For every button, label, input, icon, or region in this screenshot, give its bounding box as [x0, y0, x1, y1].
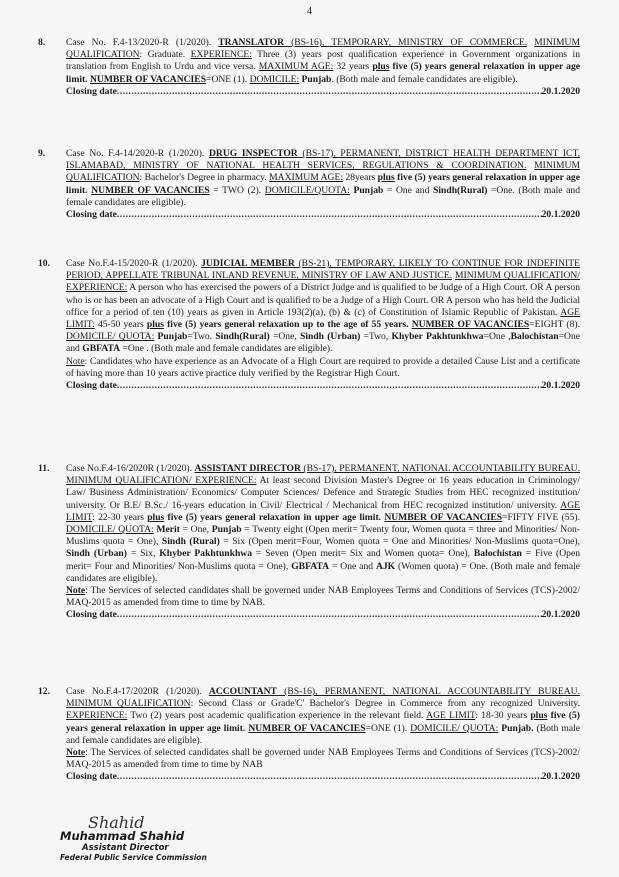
domicile-part: = Five (Open merit= Four and Minorities/ Non-Muslims quota = One),	[66, 548, 580, 572]
vacancies-label: NUMBER OF VACANCIES	[384, 511, 503, 523]
case-number: 12.	[38, 686, 50, 697]
vacancies-text: = TWO (2).	[209, 184, 262, 196]
age-label: AGE LIMIT	[426, 710, 476, 722]
handwritten-signature: Shahid	[88, 813, 145, 832]
vacancies-label: NUMBER OF VACANCIES	[248, 722, 366, 734]
age-label: MAXIMUM AGE:	[258, 61, 334, 73]
domicile-punjab: Punjab	[353, 184, 384, 196]
domicile-label: DOMICILE/ QUOTA:	[66, 524, 154, 536]
signatory-organization: Federal Public Service Commission	[60, 853, 207, 862]
domicile-text: (Both male and female candidates are eligible).	[66, 722, 581, 746]
post-details: (BS-16), PERMANENT, NATIONAL ACCOUNTABILITY BUREAU.	[276, 686, 580, 697]
case-reference: Case No.F.4-15/2020-R (1/2020).	[66, 258, 198, 269]
qualification-text: At least second Division Master's Degree or 16 years education in Criminology/ Law/ Business Administration/ Economics/ Computer Sciences/ Defence and Strategic Studies from HEC recognized institution/ university. Or B.E/ B.Sc./ 16-years education in Civil/ Electrical / Mechanical from HEC recognized institution/ university.	[66, 475, 580, 511]
note-text: : Candidates who have experience as an Advocate of a High Court are required to provide a detailed Cause List and a certificate of having more than 10 years active practice duly verified by the Registrar High Court.	[66, 355, 580, 379]
signatory-title: Assistant Director	[82, 843, 169, 853]
domicile-label: DOMICILE/ QUOTA:	[66, 331, 155, 343]
domicile-gbfata: GBFATA	[291, 560, 330, 572]
domicile-part: = Six (Open merit=Four, Women quota = One and Minorities/ Non-Muslims quota=One),	[219, 536, 581, 548]
closing-date-value: 20.1.2020	[541, 609, 580, 621]
age-plus: plus	[377, 172, 395, 184]
post-title: ACCOUNTANT	[208, 686, 277, 697]
post-title: JUDICIAL MEMBER	[201, 258, 295, 269]
case-number: 8.	[38, 37, 46, 48]
closing-date-label: Closing date	[66, 85, 117, 97]
domicile-part: =Two.	[187, 331, 216, 343]
closing-date-value: 20.1.2020	[541, 771, 580, 783]
age-label: MAXIMUM AGE:	[269, 172, 343, 184]
domicile-sindh-urban: Sindh (Urban)	[66, 548, 127, 560]
age-text: 45-50 years	[94, 319, 147, 331]
qualification-label: MINIMUM QUALIFICATION	[66, 37, 580, 61]
note-label: Note	[66, 585, 86, 597]
post-details: (BS-17), PERMANENT, NATIONAL ACCOUNTABILITY BUREAU.	[300, 463, 581, 474]
domicile-sindh-rural: Sindh(Rural)	[215, 331, 270, 343]
domicile-text: . (Both male and female candidates are eligible).	[331, 73, 518, 85]
age-plus: plus	[372, 61, 390, 73]
domicile-sindh-urban: Sindh (Urban)	[299, 331, 361, 343]
case-reference: Case No. F.4-13/2020-R (1/2020).	[66, 37, 212, 48]
leader-dots	[117, 380, 542, 392]
domicile-part: = Seven (Open merit= Six and Women quota= One),	[252, 548, 474, 560]
age-label: AGE LIMIT	[66, 499, 581, 523]
domicile-ajk: AJK	[375, 560, 396, 572]
vacancies-text: =EIGHT (8).	[529, 319, 580, 331]
domicile-punjab: Punjab	[211, 524, 242, 536]
domicile-part: =One,	[269, 331, 300, 343]
closing-date-line	[66, 209, 580, 221]
age-relaxation: five (5) years general relaxation in upper age limit.	[66, 172, 580, 196]
age-relaxation: five (5) years general relaxation in upper age limit.	[66, 61, 581, 85]
closing-date-label: Closing date	[66, 209, 117, 221]
age-text: : 22-30 years	[92, 511, 148, 523]
closing-date-label: Closing date	[66, 609, 117, 621]
closing-date-line	[66, 380, 580, 392]
post-title: DRUG INSPECTOR	[208, 148, 298, 159]
domicile-balochistan: Balochistan	[473, 548, 522, 560]
qualification-label: MINIMUM QUALIFICATION/ EXPERIENCE:	[66, 475, 257, 487]
qualification-text: : Second Class or Grade'C' Bachelor's Degree in Commerce from any recognized University.	[190, 698, 580, 710]
experience-text: Three (3) years post qualification experience in Government organizations in translation from English to Urdu and vice versa.	[66, 49, 581, 73]
leader-dots	[117, 609, 542, 621]
domicile-kp: Khyber Pakhtunkhwa	[159, 548, 253, 560]
case-reference: Case No.F.4-17/2020R (1/2020).	[66, 686, 202, 697]
domicile-merit: Merit	[156, 524, 180, 536]
closing-date-line	[66, 86, 580, 98]
note-text: : The Services of selected candidates shall be governed under NAB Employees Terms and Conditions of Services (TCS)-2002/ MAQ-2015 as amended from time to time by NAB.	[66, 585, 580, 609]
domicile-label: DOMICILE:	[249, 73, 300, 85]
age-plus: plus	[530, 710, 548, 722]
vacancies-label: NUMBER OF VACANCIES	[411, 319, 530, 331]
closing-date-label: Closing date	[66, 771, 117, 783]
closing-date-line	[66, 771, 580, 783]
vacancies-text: =FIFTY FIVE (55).	[502, 511, 580, 523]
page-number: 4	[307, 6, 312, 17]
domicile-part: = Six,	[126, 548, 160, 560]
signatory-name: Muhammad Shahid	[60, 829, 185, 843]
qualification-label: MINIMUM QUALIFICATION	[66, 160, 580, 184]
domicile-part: =One . (Both male and female candidates are eligible).	[120, 343, 333, 355]
age-plus: plus	[147, 511, 165, 523]
domicile-part: =One ,	[483, 331, 511, 343]
age-relaxation: five (5) years general relaxation in upper age limit.	[66, 710, 580, 734]
leader-dots	[117, 86, 542, 98]
note-text: : The Services of selected candidates shall be governed under NAB Employees Terms and Conditions of Services (TCS)-2002/ MAQ-2015 as amended from time to time by NAB	[66, 747, 580, 771]
experience-label: EXPERIENCE:	[66, 710, 128, 722]
age-relaxation: five (5) years general relaxation in upper age limit.	[164, 511, 382, 523]
domicile-mid: = One and	[383, 184, 434, 196]
experience-text: Two (2) years post academic qualification experience in the relevant field.	[127, 710, 424, 722]
post-title: TRANSLATOR	[218, 37, 285, 48]
domicile-gbfata: GBFATA	[82, 343, 121, 355]
closing-date-line	[66, 609, 580, 621]
domicile-value: Punjab.	[501, 722, 534, 734]
closing-date-value: 20.1.2020	[541, 380, 580, 392]
domicile-part: =Two,	[360, 331, 392, 343]
leader-dots	[117, 771, 542, 783]
age-text: 28years	[343, 172, 378, 184]
note-label: Note	[66, 747, 86, 759]
post-details: (BS-21), TEMPORARY, LIKELY TO CONTINUE FOR INDEFINITE PERIOD, APPELLATE TRIBUNAL INLAND REVENUE, MINISTRY OF LAW AND JUSTICE.	[66, 258, 580, 282]
domicile-sindh-rural: Sindh(Rural)	[433, 184, 488, 196]
domicile-label: DOMICILE/QUOTA:	[264, 184, 350, 196]
post-details: (BS-16), TEMPORARY, MINISTRY OF COMMERCE.	[284, 37, 528, 48]
signature-block	[60, 813, 260, 862]
domicile-part: = One,	[179, 524, 212, 536]
vacancies-label: NUMBER OF VACANCIES	[90, 73, 207, 85]
age-text: 32 years	[333, 61, 373, 73]
domicile-punjab: Punjab	[157, 331, 188, 343]
age-text: : 18-30 years	[475, 710, 531, 722]
domicile-label: DOMICILE/ QUOTA:	[410, 722, 499, 734]
domicile-part: =One and	[66, 331, 581, 355]
case-reference: Case No. F.4-14/2020-R (1/2020).	[66, 148, 205, 159]
domicile-sindh-rural: Sindh (Rural)	[161, 536, 220, 548]
case-number: 10.	[38, 258, 50, 269]
leader-dots	[117, 209, 542, 221]
age-relaxation: five (5) years general relaxation up to the age of 55 years.	[163, 319, 409, 331]
vacancies-text: =ONE (1).	[206, 73, 248, 85]
domicile-value: Punjab	[301, 73, 332, 85]
qualification-text: : Graduate.	[139, 49, 186, 61]
case-number: 11.	[38, 463, 50, 474]
age-label: AGE LIMIT:	[66, 306, 580, 331]
domicile-part: = Twenty eight (Open merit= Twenty four, Women quota = three and Minorities/ Non-Muslims quota = One),	[66, 524, 580, 548]
vacancies-text: =ONE (1).	[365, 722, 408, 734]
post-title: ASSISTANT DIRECTOR	[194, 463, 301, 474]
closing-date-value: 20.1.2020	[541, 85, 580, 97]
qualification-label: MINIMUM QUALIFICATION/ EXPERIENCE:	[66, 270, 580, 294]
post-details: (BS-17), PERMANENT, DISTRICT HEALTH DEPARTMENT ICT, ISLAMABAD, MINISTRY OF NATIONAL HEALTH SERVICES, REGULATIONS & COORDINATION.	[66, 148, 580, 172]
domicile-part: (Women quota) = One. (Both male and female candidates are eligible).	[66, 560, 580, 584]
experience-label: EXPERIENCE:	[190, 49, 252, 61]
vacancies-label: NUMBER OF VACANCIES	[91, 184, 210, 196]
case-reference: Case No.F.4-16/2020R (1/2020).	[66, 463, 192, 474]
domicile-part: = One and	[329, 560, 376, 572]
qualification-text: : Bachelor's Degree in pharmacy.	[139, 172, 267, 184]
note-label: Note	[66, 355, 85, 367]
domicile-balochistan: Balochistan	[510, 331, 559, 343]
qualification-label: MINIMUM QUALIFICATION	[66, 698, 191, 710]
qualification-text: A person who has exercised the powers of a District Judge and is qualified to be Judge of a High Court. OR A person who is or has been an advocate of a High Court and is qualified to be a Judge of a High Court. OR A person who has held the Judicial office for a period of ten (10) years as given in Article 193(2)(a), (b) & (c) of Constitution of Islamic Republic of Pakistan.	[66, 282, 580, 318]
closing-date-value: 20.1.2020	[541, 209, 580, 221]
closing-date-label: Closing date	[66, 380, 117, 392]
domicile-kp: Khyber Pakhtunkhwa	[391, 331, 484, 343]
age-plus: plus	[146, 319, 164, 331]
case-number: 9.	[38, 148, 46, 159]
domicile-text: =One. (Both male and female candidates are eligible).	[66, 184, 580, 208]
